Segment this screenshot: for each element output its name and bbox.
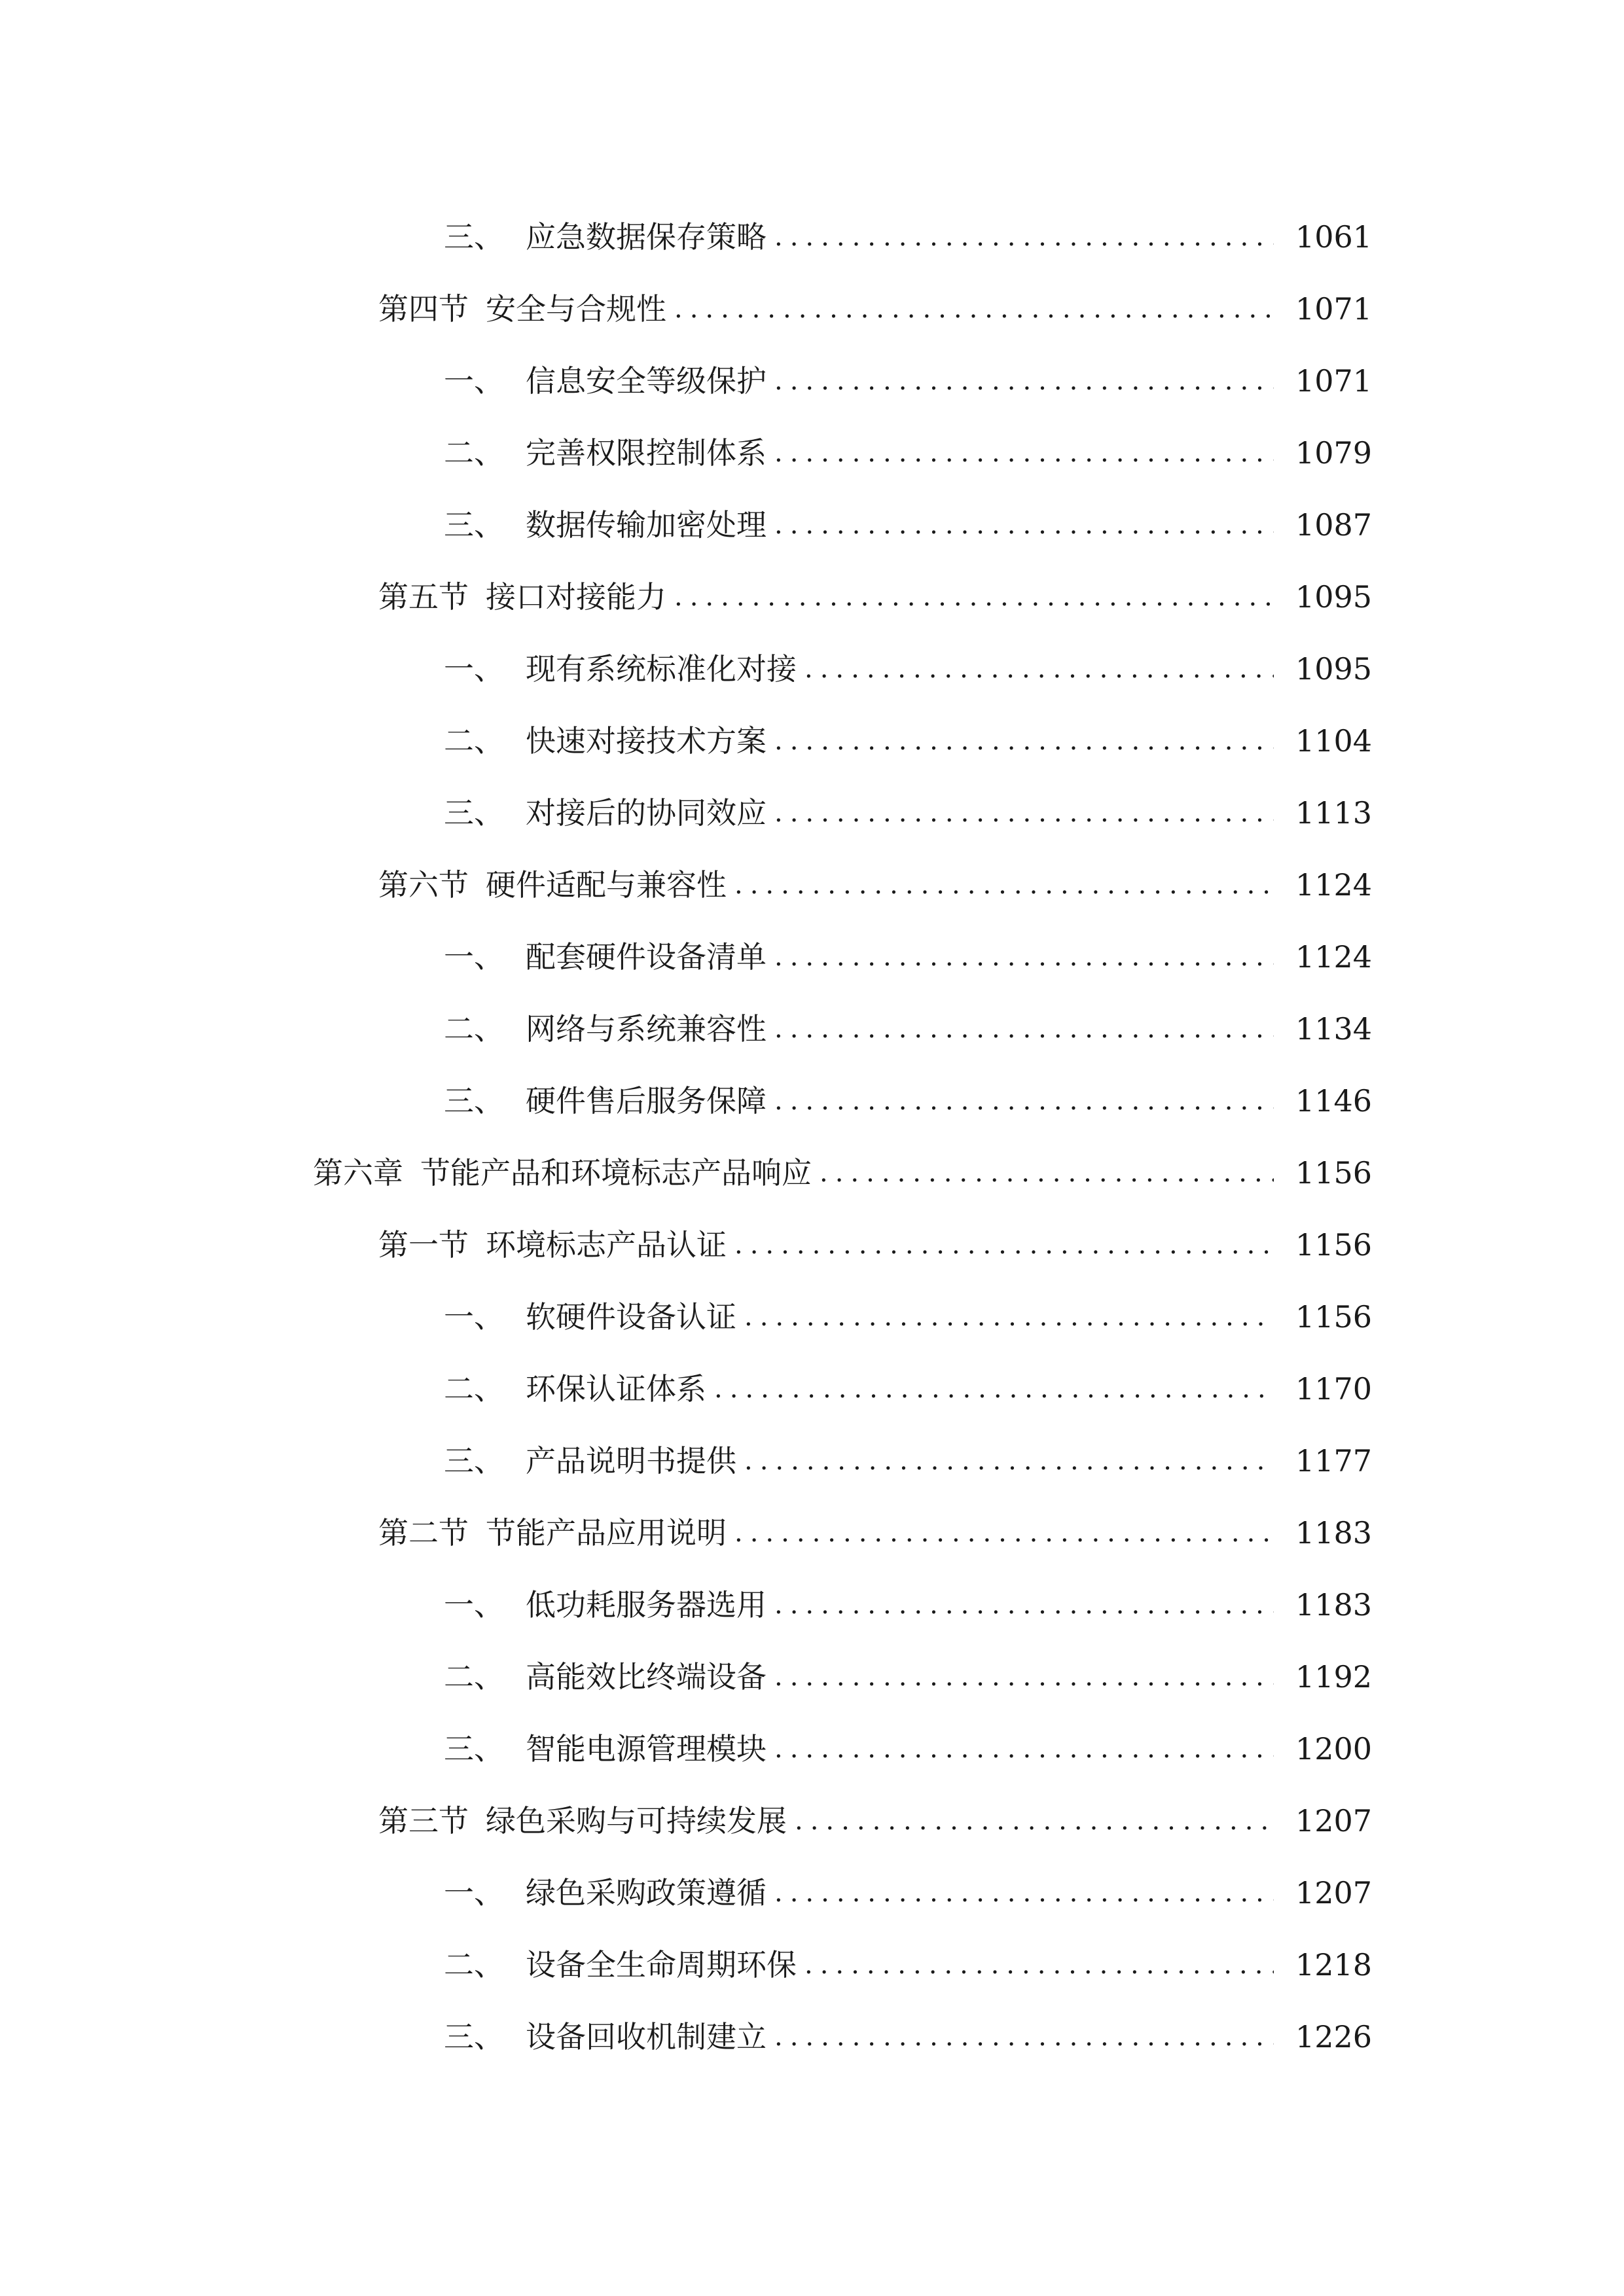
toc-entry-number: 二、 — [444, 1371, 504, 1407]
toc-entry-number: 第二节 — [378, 1515, 469, 1551]
toc-entry-page: 1087 — [1295, 507, 1372, 543]
toc-entry[interactable] — [0, 1929, 1624, 2001]
toc-entry-number: 第六节 — [378, 867, 469, 903]
toc-entry-number: 三、 — [444, 219, 504, 255]
toc-entry-number: 二、 — [444, 435, 504, 471]
toc-entry[interactable] — [0, 993, 1624, 1065]
dot-leader — [774, 1016, 1274, 1042]
dot-leader — [774, 512, 1274, 538]
toc-entry-title: 安全与合规性 — [486, 291, 666, 327]
toc-entry-number: 第六章 — [313, 1155, 403, 1191]
toc-entry-page: 1177 — [1295, 1443, 1372, 1479]
toc-entry-number: 一、 — [444, 363, 504, 399]
toc-entry-page: 1071 — [1295, 291, 1372, 327]
toc-entry-title: 配套硬件设备清单 — [526, 939, 767, 975]
dot-leader — [820, 1160, 1274, 1186]
toc-entry-page: 1124 — [1295, 939, 1372, 975]
toc-entry[interactable] — [0, 1713, 1624, 1785]
dot-leader — [774, 944, 1274, 970]
toc-entry[interactable] — [0, 489, 1624, 561]
toc-entry-title: 信息安全等级保护 — [526, 363, 767, 399]
toc-entry-page: 1207 — [1295, 1875, 1372, 1910]
toc-entry[interactable] — [0, 849, 1624, 921]
toc-entry-number: 第四节 — [378, 291, 469, 327]
toc-entry-number: 一、 — [444, 651, 504, 687]
dot-leader — [734, 1520, 1274, 1546]
toc-entry-page: 1134 — [1295, 1011, 1372, 1047]
toc-entry-page: 1156 — [1295, 1299, 1372, 1335]
dot-leader — [774, 1880, 1274, 1906]
toc-entry-title: 环保认证体系 — [526, 1371, 706, 1407]
toc-entry-title: 完善权限控制体系 — [526, 435, 767, 471]
toc-entry-title: 环境标志产品认证 — [486, 1227, 727, 1263]
toc-entry[interactable] — [0, 1641, 1624, 1713]
dot-leader — [774, 800, 1274, 826]
toc-entry-title: 绿色采购与可持续发展 — [486, 1803, 787, 1839]
dot-leader — [774, 1664, 1274, 1690]
toc-entry-title: 产品说明书提供 — [526, 1443, 736, 1479]
toc-entry[interactable] — [0, 705, 1624, 777]
toc-entry-number: 三、 — [444, 795, 504, 831]
toc-entry-page: 1079 — [1295, 435, 1372, 471]
toc-entry[interactable] — [0, 561, 1624, 633]
dot-leader — [774, 1088, 1274, 1114]
toc-entry-page: 1113 — [1295, 795, 1372, 831]
toc-entry-title: 高能效比终端设备 — [526, 1659, 767, 1695]
toc-entry-page: 1170 — [1295, 1371, 1372, 1407]
toc-entry-title: 硬件适配与兼容性 — [486, 867, 727, 903]
toc-entry-number: 二、 — [444, 723, 504, 759]
toc-entry[interactable] — [0, 1569, 1624, 1641]
toc-entry[interactable] — [0, 1497, 1624, 1569]
toc-entry-title: 应急数据保存策略 — [526, 219, 767, 255]
toc-entry-number: 第三节 — [378, 1803, 469, 1839]
dot-leader — [774, 1736, 1274, 1762]
toc-entry[interactable] — [0, 633, 1624, 705]
toc-entry-number: 三、 — [444, 507, 504, 543]
dot-leader — [714, 1376, 1274, 1402]
toc-entry-title: 数据传输加密处理 — [526, 507, 767, 543]
dot-leader — [744, 1304, 1274, 1330]
toc-entry-number: 第五节 — [378, 579, 469, 615]
dot-leader — [804, 1952, 1274, 1978]
toc-entry[interactable] — [0, 1785, 1624, 1857]
toc-entry[interactable] — [0, 1137, 1624, 1209]
dot-leader — [734, 872, 1274, 898]
toc-entry-page: 1071 — [1295, 363, 1372, 399]
toc-entry-title: 快速对接技术方案 — [526, 723, 767, 759]
toc-entry-number: 一、 — [444, 939, 504, 975]
dot-leader — [674, 296, 1274, 322]
toc-entry-number: 三、 — [444, 1443, 504, 1479]
toc-entry-number: 二、 — [444, 1659, 504, 1695]
toc-entry-title: 软硬件设备认证 — [526, 1299, 736, 1335]
toc-entry[interactable] — [0, 1281, 1624, 1353]
toc-entry-page: 1095 — [1295, 579, 1372, 615]
dot-leader — [674, 584, 1274, 610]
toc-entry-title: 节能产品应用说明 — [486, 1515, 727, 1551]
toc-entry-page: 1192 — [1295, 1659, 1372, 1695]
toc-entry-page: 1183 — [1295, 1587, 1372, 1623]
toc-entry-page: 1124 — [1295, 867, 1372, 903]
toc-entry-title: 节能产品和环境标志产品响应 — [420, 1155, 812, 1191]
toc-entry-page: 1207 — [1295, 1803, 1372, 1839]
toc-entry-page: 1218 — [1295, 1947, 1372, 1982]
toc-entry-page: 1156 — [1295, 1227, 1372, 1263]
toc-entry[interactable] — [0, 273, 1624, 345]
toc-entry-page: 1061 — [1295, 219, 1372, 255]
dot-leader — [774, 2024, 1274, 2050]
toc-entry-title: 接口对接能力 — [486, 579, 666, 615]
dot-leader — [774, 368, 1274, 394]
dot-leader — [744, 1448, 1274, 1474]
dot-leader — [774, 224, 1274, 250]
toc-entry-title: 网络与系统兼容性 — [526, 1011, 767, 1047]
toc-entry[interactable] — [0, 417, 1624, 489]
table-of-contents — [0, 201, 1624, 2073]
toc-entry-number: 三、 — [444, 1731, 504, 1767]
toc-entry-number: 三、 — [444, 2019, 504, 2054]
toc-entry[interactable] — [0, 921, 1624, 993]
toc-entry[interactable] — [0, 1353, 1624, 1425]
dot-leader — [804, 656, 1274, 682]
dot-leader — [774, 1592, 1274, 1618]
toc-entry-page: 1104 — [1295, 723, 1372, 759]
dot-leader — [774, 440, 1274, 466]
toc-entry-title: 绿色采购政策遵循 — [526, 1875, 767, 1910]
toc-entry[interactable] — [0, 777, 1624, 849]
toc-entry[interactable] — [0, 1209, 1624, 1281]
dot-leader — [774, 728, 1274, 754]
toc-entry-page: 1095 — [1295, 651, 1372, 687]
toc-entry-number: 二、 — [444, 1011, 504, 1047]
toc-entry[interactable] — [0, 1425, 1624, 1497]
toc-entry-page: 1156 — [1295, 1155, 1372, 1191]
toc-entry-page: 1200 — [1295, 1731, 1372, 1767]
toc-entry-number: 一、 — [444, 1875, 504, 1910]
toc-entry[interactable] — [0, 1857, 1624, 1929]
toc-entry-page: 1183 — [1295, 1515, 1372, 1551]
toc-entry-page: 1146 — [1295, 1083, 1372, 1119]
toc-entry-page: 1226 — [1295, 2019, 1372, 2054]
toc-entry-number: 二、 — [444, 1947, 504, 1982]
toc-entry-number: 一、 — [444, 1299, 504, 1335]
toc-entry-number: 第一节 — [378, 1227, 469, 1263]
toc-entry[interactable] — [0, 345, 1624, 417]
toc-entry[interactable] — [0, 2001, 1624, 2073]
dot-leader — [795, 1808, 1274, 1834]
toc-entry[interactable] — [0, 201, 1624, 273]
toc-entry-title: 低功耗服务器选用 — [526, 1587, 767, 1623]
toc-entry[interactable] — [0, 1065, 1624, 1137]
dot-leader — [734, 1232, 1274, 1258]
toc-entry-title: 设备回收机制建立 — [526, 2019, 767, 2054]
toc-entry-title: 硬件售后服务保障 — [526, 1083, 767, 1119]
toc-entry-title: 智能电源管理模块 — [526, 1731, 767, 1767]
toc-entry-title: 现有系统标准化对接 — [526, 651, 797, 687]
toc-entry-number: 一、 — [444, 1587, 504, 1623]
toc-entry-title: 对接后的协同效应 — [526, 795, 767, 831]
toc-entry-title: 设备全生命周期环保 — [526, 1947, 797, 1982]
toc-entry-number: 三、 — [444, 1083, 504, 1119]
